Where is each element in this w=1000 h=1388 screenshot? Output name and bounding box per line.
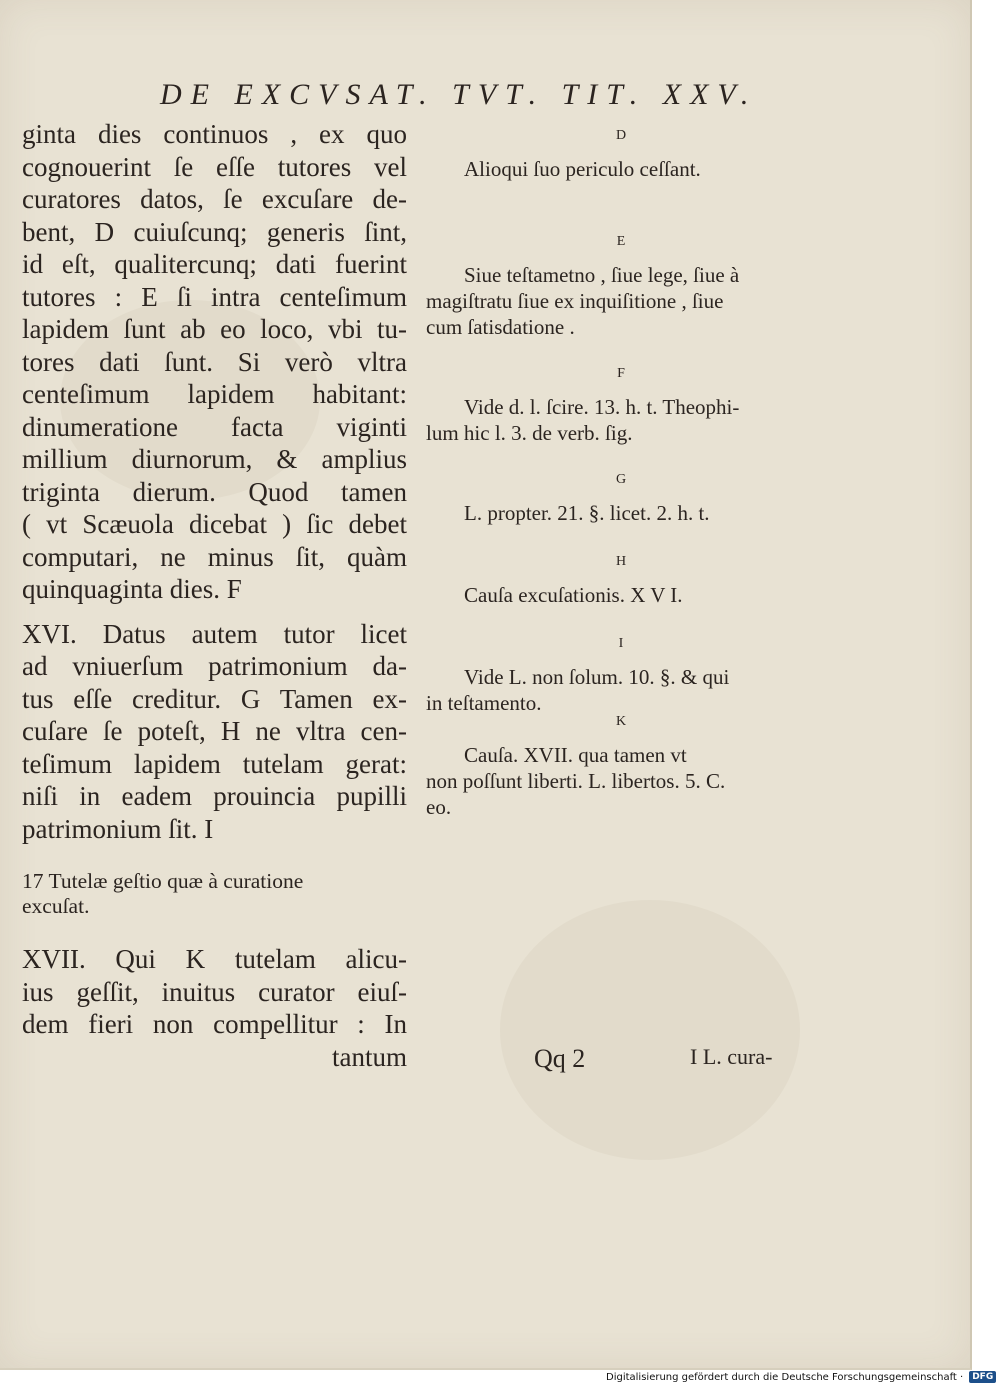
note-k (426, 714, 816, 820)
text-line: ginta dies continuos , ex quo (22, 119, 407, 149)
note-line: magiſtratu ſiue ex inquiſitione , ſiue (426, 289, 724, 313)
note-letter: D (615, 128, 627, 143)
running-head: DE EXCVSAT. TVT. TIT. XXV. (160, 78, 758, 111)
text-line: millium diurnorum, & amplius (22, 444, 407, 474)
sidenote (22, 869, 407, 919)
note-letter: E (616, 234, 626, 249)
text-line: cognouerint ſe eſſe tutores vel (22, 151, 407, 182)
text-line: dem fieri non compellitur : In (22, 1009, 407, 1039)
footer-text: Digitalisierung gefördert durch die Deutsche Forschungsgemeinschaft · (606, 1371, 964, 1383)
note-letter: G (615, 472, 627, 487)
text-line: computari, ne minus ſit, quàm (22, 541, 407, 572)
text-line: id eſt, qualitercunq; dati fuerint (22, 249, 407, 279)
note-letter: F (617, 366, 625, 381)
paragraph-1 (22, 118, 407, 606)
note-f (426, 366, 816, 446)
paper-stain (500, 900, 800, 1160)
text-line: quinquaginta dies. F (22, 574, 242, 604)
text-line: triginta dierum. Quod tamen (22, 476, 407, 507)
text-line: XVII. Qui K tutelam alicu- (22, 944, 407, 974)
note-line: Alioqui ſuo periculo ceſſant. (464, 157, 701, 181)
signature-mark: Qq 2 (534, 1044, 586, 1073)
text-line: ad vniuerſum patrimonium da- (22, 651, 407, 681)
text-line: XVI. Datus autem tutor licet (22, 618, 407, 649)
text-line: lapidem ſunt ab eo loco, vbi tu- (22, 314, 407, 344)
note-line: lum hic l. 3. de verb. ſig. (426, 421, 633, 445)
note-line: cum ſatisdatione . (426, 315, 575, 339)
note-letter: I (618, 636, 624, 651)
note-letter: H (615, 554, 627, 569)
note-line: Vide d. l. ſcire. 13. h. t. Theophi- (464, 395, 740, 419)
note-d (426, 128, 816, 182)
main-text-column (22, 118, 407, 1073)
text-line: tus eſſe creditur. G Tamen ex- (22, 683, 407, 714)
note-line: non poſſunt liberti. L. libertos. 5. C. (426, 769, 726, 793)
text-line: ius geſſit, inuitus curator eiuſ- (22, 976, 407, 1007)
text-line: ( vt Scæuola dicebat ) ſic debet (22, 509, 407, 539)
text-line: patrimonium ſit. I (22, 813, 214, 844)
text-line: tantum (332, 1041, 407, 1072)
catchword: I L. cura- (690, 1044, 773, 1069)
note-line: Cauſa. XVII. qua tamen vt (464, 743, 687, 767)
note-line: Vide L. non ſolum. 10. §. & qui (464, 665, 730, 689)
note-g (426, 472, 816, 526)
text-line: teſimum lapidem tutelam gerat: (22, 748, 407, 779)
text-line: tutores : E ſi intra centeſimum (22, 281, 407, 312)
paragraph-2 (22, 618, 407, 846)
note-line: eo. (426, 795, 452, 819)
dfg-logo-icon: DFG (969, 1371, 996, 1383)
note-line: in teſtamento. (426, 691, 542, 715)
sidenote-line: excuſat. (22, 894, 90, 918)
paragraph-3 (22, 943, 407, 1073)
note-line: L. propter. 21. §. licet. 2. h. t. (464, 501, 710, 525)
text-line: curatores datos, ſe excuſare de- (22, 184, 407, 214)
note-line: Cauſa excuſationis. X V I. (464, 583, 683, 607)
note-e (426, 234, 816, 340)
text-line: dinumeratione facta viginti (22, 411, 407, 442)
note-h (426, 554, 816, 608)
sidenote-line: 17 Tutelæ geſtio quæ à curatione (22, 869, 304, 893)
text-line: niſi in eadem prouincia pupilli (22, 781, 407, 811)
note-line: Siue teſtametno , ſiue lege, ſiue à (464, 263, 740, 287)
text-line: centeſimum lapidem habitant: (22, 379, 407, 409)
text-line: tores dati ſunt. Si verò vltra (22, 346, 407, 377)
note-letter: K (615, 714, 627, 729)
text-line: bent, D cuiuſcunq; generis ſint, (22, 216, 407, 247)
note-i (426, 636, 816, 716)
text-line: cuſare ſe poteſt, H ne vltra cen- (22, 716, 407, 746)
digitization-footer (606, 1371, 996, 1383)
